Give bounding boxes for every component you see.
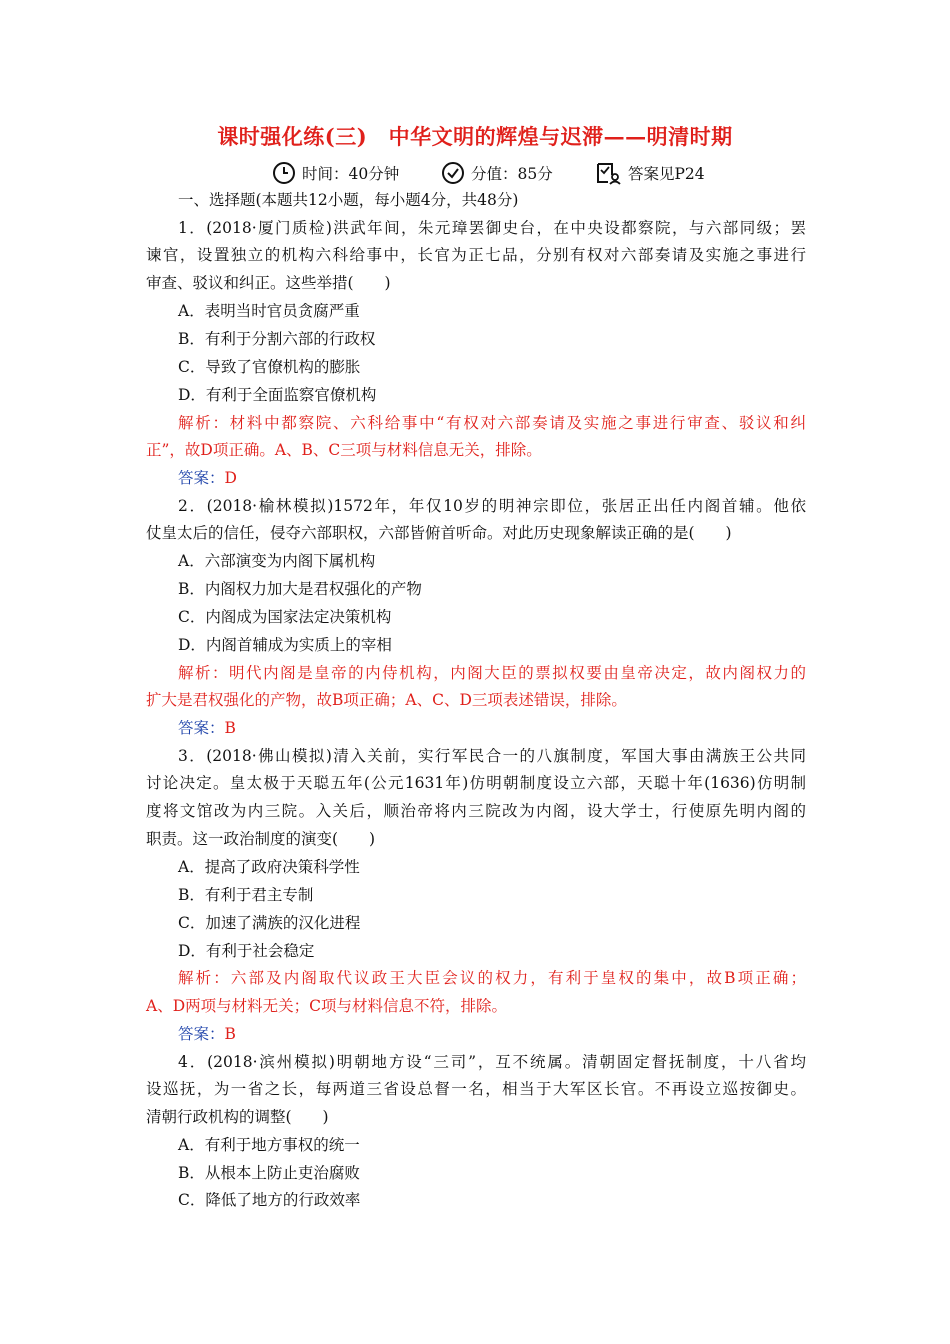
q1-option: A．表明当时官员贪腐严重: [178, 302, 360, 320]
answer-label: 答案：: [178, 719, 225, 737]
meta-time: [272, 158, 399, 188]
q1-stem-line: 1．(2018·厦门质检)洪武年间，朱元璋罢御史台，在中央设都察院，与六部同级；罢: [178, 219, 806, 237]
meta-answer-ref-text: 答案见P24: [628, 165, 705, 183]
q3-answer: [178, 1024, 236, 1044]
q3-stem-line: 度将文馆改为内三院。入关后，顺治帝将内三院改为内阁，设大学士，行使原先明内阁的: [146, 802, 806, 820]
q3-stem-line: 3．(2018·佛山模拟)清入关前，实行军民合一的八旗制度，军国大事由满族王公共同: [178, 747, 806, 765]
answer-value: B: [224, 1025, 236, 1043]
q1-stem-line: 谏官，设置独立的机构六科给事中，长官为正七品，分别有权对六部奏请及实施之事进行: [146, 246, 806, 264]
q3-option: A．提高了政府决策科学性: [178, 858, 360, 876]
q3-analysis-line: 解析：六部及内阁取代议政王大臣会议的权力，有利于皇权的集中，故B项正确；: [178, 969, 806, 987]
page-title: 课时强化练(三) 中华文明的辉煌与迟滞——明清时期: [217, 124, 733, 149]
q2-stem-line: 仗皇太后的信任，侵夺六部职权，六部皆俯首听命。对此历史现象解读正确的是( ): [146, 524, 732, 542]
meta-score-text: 分值：85分: [471, 165, 553, 183]
meta-time-text: 时间：40分钟: [302, 165, 400, 183]
q3-option: B．有利于君主专制: [178, 886, 314, 904]
q2-analysis-line: 解析：明代内阁是皇帝的内侍机构，内阁大臣的票拟权要由皇帝决定，故内阁权力的: [178, 664, 806, 682]
meta-answer-ref: [596, 158, 705, 188]
q4-stem-line: 设巡抚，为一省之长，每两道三省设总督一名，相当于大军区长官。不再设立巡按御史。: [146, 1080, 806, 1098]
answer-label: 答案：: [178, 469, 225, 487]
q2-analysis-line: 扩大是君权强化的产物，故B项正确；A、C、D三项表述错误，排除。: [146, 691, 627, 709]
q2-stem-line: 2．(2018·榆林模拟)1572年，年仅10岁的明神宗即位，张居正出任内阁首辅。他依: [178, 497, 806, 515]
q1-answer: [178, 468, 237, 488]
q1-analysis-line: 解析：材料中都察院、六科给事中“有权对六部奏请及实施之事进行审查、驳议和纠: [178, 414, 806, 432]
q2-option: B．内阁权力加大是君权强化的产物: [178, 580, 422, 598]
q3-stem-line: 讨论决定。皇太极于天聪五年(公元1631年)仿明朝制度设立六部，天聪十年(1636)仿明制: [146, 774, 806, 792]
q4-stem-line: 4．(2018·滨州模拟)明朝地方设“三司”，互不统属。清朝固定督抚制度，十八省均: [178, 1053, 806, 1071]
q2-option: D．内阁首辅成为实质上的宰相: [178, 636, 392, 654]
meta-score: [441, 158, 553, 188]
q4-option: C．降低了地方的行政效率: [178, 1191, 361, 1209]
q1-option: D．有利于全面监察官僚机构: [178, 386, 377, 404]
clock-icon: [272, 161, 296, 185]
q2-option: C．内阁成为国家法定决策机构: [178, 608, 392, 626]
answer-value: D: [224, 469, 237, 487]
q3-option: C．加速了满族的汉化进程: [178, 914, 361, 932]
answer-doc-icon: [596, 161, 622, 185]
check-circle-icon: [441, 161, 465, 185]
q3-option: D．有利于社会稳定: [178, 942, 315, 960]
q2-option: A．六部演变为内阁下属机构: [178, 552, 376, 570]
q3-stem-line: 职责。这一政治制度的演变( ): [146, 830, 376, 848]
q1-stem-line: 审查、驳议和纠正。这些举措( ): [146, 274, 391, 292]
q2-answer: [178, 718, 236, 738]
q4-option: B．从根本上防止吏治腐败: [178, 1164, 360, 1182]
q4-option: A．有利于地方事权的统一: [178, 1136, 360, 1154]
q3-analysis-line: A、D两项与材料无关；C项与材料信息不符，排除。: [146, 997, 507, 1015]
section-heading: 一、选择题(本题共12小题，每小题4分，共48分): [178, 191, 519, 209]
answer-label: 答案：: [178, 1025, 225, 1043]
q1-option: B．有利于分割六部的行政权: [178, 330, 376, 348]
q4-stem-line: 清朝行政机构的调整( ): [146, 1108, 329, 1126]
meta-bar: [0, 158, 950, 188]
q1-analysis-line: 正”，故D项正确。A、B、C三项与材料信息无关，排除。: [146, 441, 542, 459]
q1-option: C．导致了官僚机构的膨胀: [178, 358, 361, 376]
answer-value: B: [224, 719, 236, 737]
